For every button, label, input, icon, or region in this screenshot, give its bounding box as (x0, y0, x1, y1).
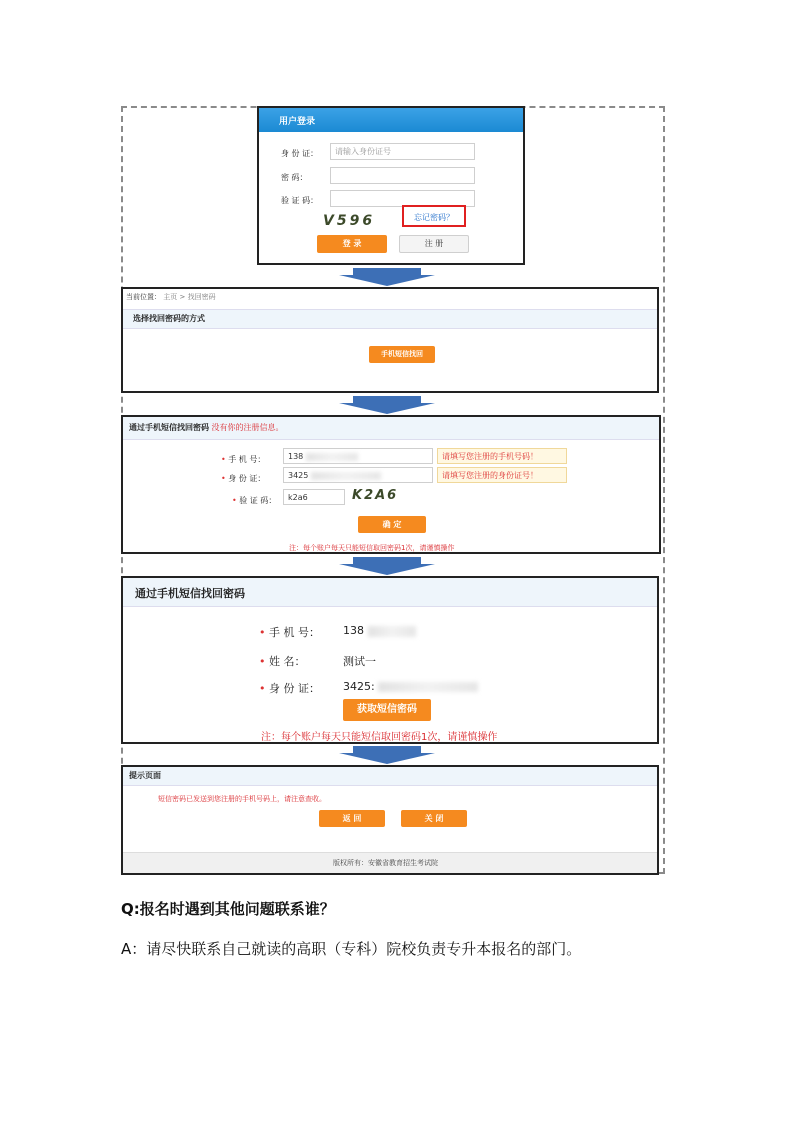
password-label: 密 码： (281, 173, 308, 182)
sms-recover-button[interactable]: 手机短信找回 (369, 346, 435, 363)
login-header (259, 108, 523, 132)
breadcrumb (126, 292, 216, 302)
choose-section-header (123, 309, 657, 329)
login-title: 用户登录 (279, 117, 316, 127)
verify-phone-label: • 手 机 号： (221, 455, 266, 464)
get-sms-code-button[interactable]: 获取短信密码 (343, 699, 431, 721)
verify-phone-input[interactable] (283, 448, 433, 464)
choose-method-panel (121, 287, 659, 393)
captcha-label: 验 证 码： (281, 196, 319, 205)
send-id-label: • 身 份 证： (259, 682, 320, 695)
verify-panel (121, 415, 661, 554)
verify-id-label: • 身 份 证： (221, 474, 266, 483)
arrow-down-2 (339, 396, 435, 414)
verify-id-input[interactable] (283, 467, 433, 483)
arrow-down-4 (339, 746, 435, 764)
verify-phone-value: 138 (288, 452, 304, 461)
verify-captcha-value: k2a6 (288, 493, 308, 502)
result-header (123, 767, 657, 786)
send-id-value: 3425: (343, 680, 478, 693)
send-phone-label: • 手 机 号： (259, 626, 320, 639)
login-panel (257, 106, 525, 265)
result-footer (123, 852, 657, 873)
send-header (123, 578, 657, 607)
question-text: Q:报名时遇到其他问题联系谁？ (121, 900, 335, 918)
result-message: 短信密码已发送到您注册的手机号码上，请注意查收。 (158, 795, 326, 803)
login-button[interactable]: 登 录 (317, 235, 387, 253)
id-input[interactable] (330, 143, 475, 160)
send-name-label: • 姓 名： (259, 655, 306, 668)
verify-id-value: 3425 (288, 471, 309, 480)
password-input[interactable] (330, 167, 475, 184)
verify-note: 注：每个账户每天只能短信取回密码1次，请谨慎操作 (289, 544, 455, 552)
breadcrumb-current: 找回密码 (187, 293, 216, 301)
breadcrumb-prefix: 当前位置： (126, 293, 161, 301)
captcha-image[interactable]: V596 (323, 213, 376, 229)
verify-title-note: 没有你的注册信息。 (211, 423, 284, 432)
verify-header (123, 417, 659, 440)
verify-title (129, 422, 284, 433)
verify-id-tip: 请填写您注册的身份证号！ (437, 467, 567, 483)
forgot-password-link[interactable]: 忘记密码？ (414, 213, 454, 222)
result-panel (121, 765, 659, 875)
send-phone-value: 138 (343, 624, 416, 637)
send-note: 注：每个账户每天只能短信取回密码1次，请谨慎操作 (261, 732, 498, 743)
result-title: 提示页面 (129, 771, 161, 780)
verify-captcha-input[interactable] (283, 489, 345, 505)
breadcrumb-home[interactable]: 主页 (163, 293, 178, 301)
verify-phone-tip: 请填写您注册的手机号码！ (437, 448, 567, 464)
back-button[interactable]: 返 回 (319, 810, 385, 827)
answer-text: A：请尽快联系自己就读的高职（专科）院校负责专升本报名的部门。 (121, 940, 582, 958)
verify-captcha-image[interactable]: K2A6 (352, 488, 399, 503)
id-placeholder: 请输入身份证号 (335, 147, 391, 156)
send-title: 通过手机短信找回密码 (135, 587, 245, 600)
result-footer-text: 版权所有：安徽省教育招生考试院 (333, 859, 438, 867)
register-button[interactable]: 注 册 (399, 235, 469, 253)
verify-captcha-label: • 验 证 码： (232, 496, 277, 505)
verify-title-text: 通过手机短信找回密码 (129, 423, 209, 432)
send-name-value: 测试一 (343, 655, 376, 668)
verify-confirm-button[interactable]: 确 定 (358, 516, 426, 533)
id-label: 身 份 证： (281, 149, 319, 158)
send-sms-panel (121, 576, 659, 744)
arrow-down-3 (339, 557, 435, 575)
arrow-down-1 (339, 268, 435, 286)
breadcrumb-separator: > (179, 293, 186, 301)
close-button[interactable]: 关 闭 (401, 810, 467, 827)
choose-section-title: 选择找回密码的方式 (133, 314, 205, 323)
